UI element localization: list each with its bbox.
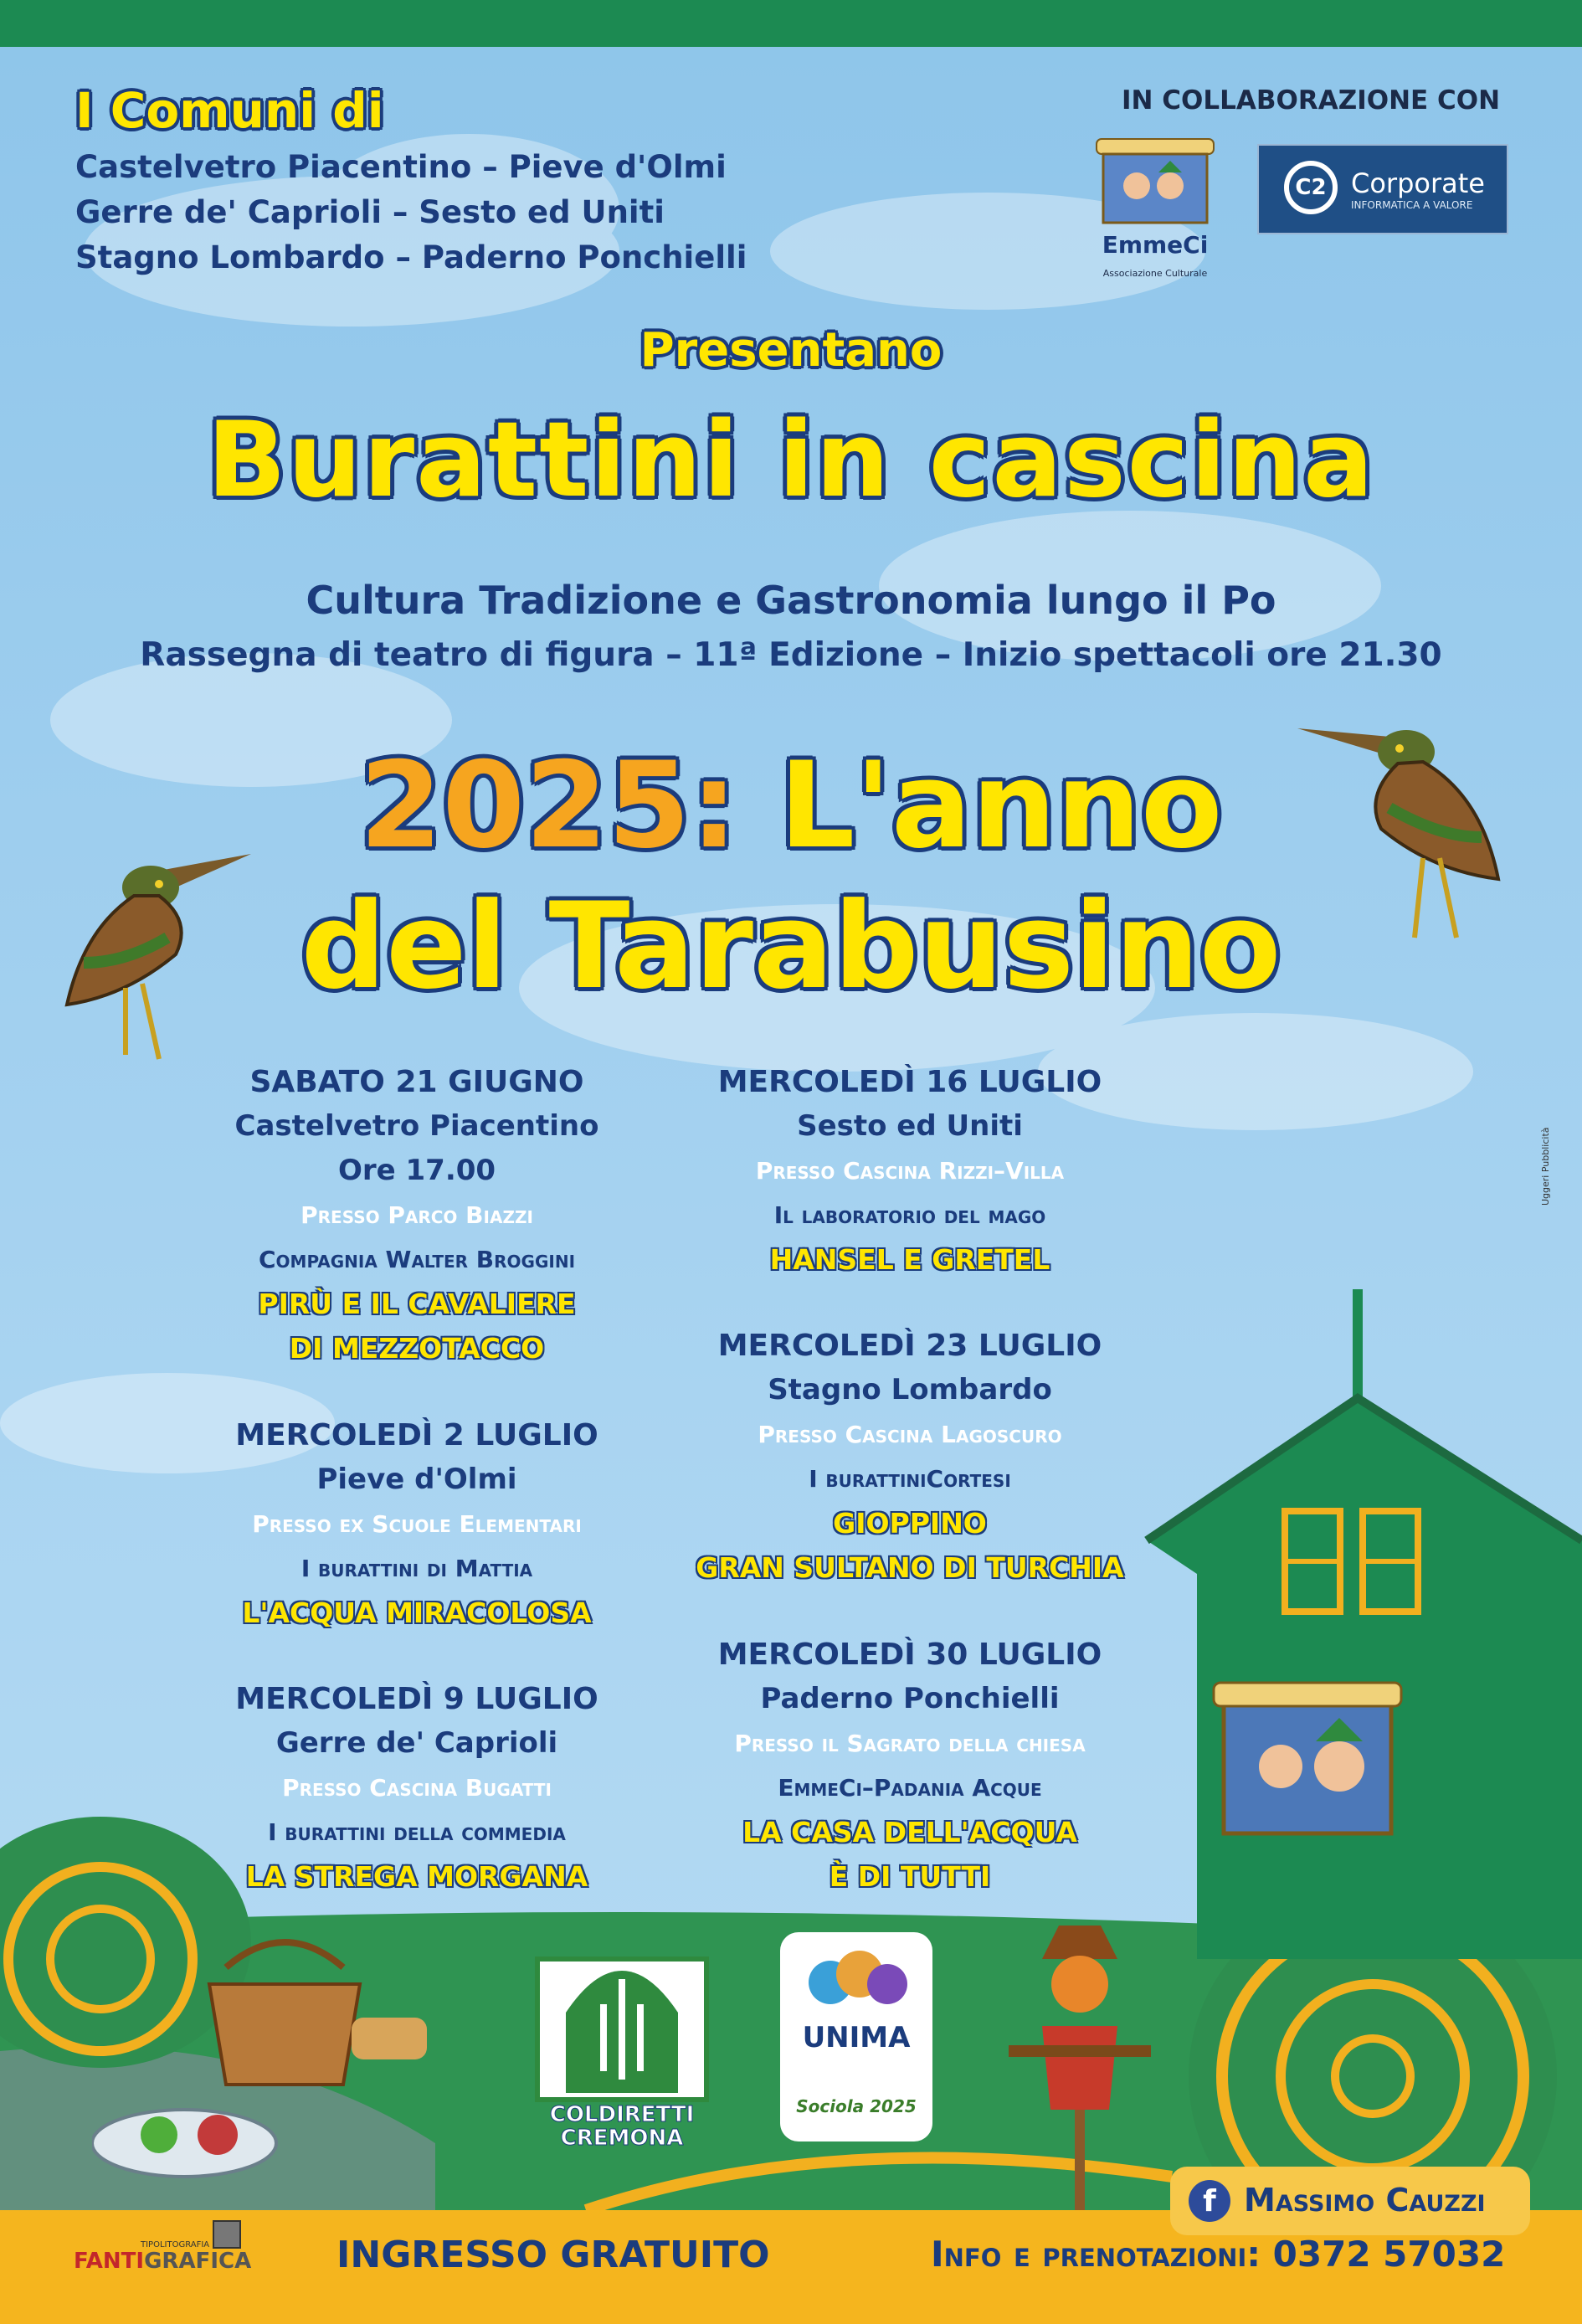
event-venue: Presso il Sagrato della chiesa — [734, 1730, 1086, 1757]
corporate-name: Corporate — [1351, 167, 1485, 199]
agency-credit: Uggeri Pubblicità — [1540, 1127, 1551, 1206]
unima-sub: Sociola 2025 — [796, 2096, 917, 2116]
event-date: MERCOLEDÌ 30 LUGLIO — [717, 1638, 1102, 1672]
event-6 — [634, 1632, 1186, 1899]
printer-name-a: FANTI — [74, 2249, 145, 2274]
food-basket-illustration — [92, 1934, 444, 2185]
printer-label: TIPOLITOGRAFIA — [141, 2240, 210, 2249]
event-show: GRAN SULTANO DI TURCHIA — [696, 1551, 1124, 1584]
facebook-badge[interactable] — [1170, 2167, 1530, 2235]
presentano: Presentano — [639, 323, 943, 378]
event-3 — [141, 1677, 693, 1899]
event-company: I burattiniCortesi — [809, 1465, 1011, 1493]
heron-bird-left — [33, 837, 276, 1080]
free-entry: INGRESSO GRATUITO — [336, 2234, 770, 2276]
facebook-icon: f — [1189, 2180, 1230, 2222]
event-2 — [141, 1413, 693, 1635]
event-date: MERCOLEDÌ 16 LUGLIO — [717, 1065, 1102, 1099]
theme-year: 2025: — [359, 737, 738, 875]
event-show: LA CASA DELL'ACQUA — [742, 1816, 1077, 1848]
event-venue: Presso Cascina Bugatti — [282, 1774, 552, 1802]
event-show: HANSEL E GRETEL — [769, 1243, 1050, 1276]
heron-bird-right — [1281, 703, 1523, 954]
event-1 — [141, 1060, 693, 1370]
emmeci-name: EmmeCi — [1102, 231, 1209, 259]
event-venue: Presso ex Scuole Elementari — [252, 1510, 582, 1538]
facebook-name: Massimo Cauzzi — [1244, 2182, 1486, 2219]
edition-line: Rassegna di teatro di figura – 11ª Edizione – Inizio spettacoli ore 21.30 — [140, 636, 1442, 674]
event-show: È DI TUTTI — [829, 1860, 991, 1893]
event-show: PIRÙ E IL CAVALIERE — [258, 1288, 576, 1320]
coldiretti-line1: COLDIRETTI — [549, 2102, 695, 2127]
emmeci-sub: Associazione Culturale — [1102, 268, 1208, 279]
event-company: I burattini della commedia — [268, 1818, 566, 1846]
event-5 — [634, 1324, 1186, 1590]
event-show: DI MEZZOTACCO — [289, 1332, 545, 1365]
event-place: Castelvetro Piacentino — [234, 1109, 599, 1143]
coldiretti-logo — [532, 1929, 711, 2147]
event-venue: Presso Cascina Rizzi–Villa — [755, 1157, 1065, 1185]
event-place: Sesto ed Uniti — [797, 1109, 1023, 1143]
event-show: LA STREGA MORGANA — [245, 1860, 588, 1893]
unima-text: UNIMA — [802, 2021, 911, 2054]
scarecrow-illustration — [1009, 1926, 1151, 2210]
c2-mark: C2 — [1284, 161, 1338, 214]
event-time: Ore 17.00 — [337, 1154, 496, 1187]
comuni-line: Stagno Lombardo – Paderno Ponchielli — [75, 239, 747, 275]
info-phone: Info e prenotazioni: 0372 57032 — [931, 2234, 1506, 2275]
event-venue: Presso Parco Biazzi — [300, 1201, 533, 1229]
event-show: GIOPPINO — [833, 1507, 987, 1540]
event-show: L'ACQUA MIRACOLOSA — [242, 1596, 592, 1629]
comuni-title: I Comuni di — [75, 82, 384, 139]
event-place: Paderno Ponchielli — [760, 1682, 1060, 1715]
event-company: Il laboratorio del mago — [773, 1201, 1046, 1229]
collab-label: IN COLLABORAZIONE CON — [1122, 85, 1501, 116]
emmeci-logo — [1085, 134, 1225, 301]
corporate-sub: INFORMATICA A VALORE — [1351, 199, 1473, 211]
unima-puppets-icon — [780, 1932, 932, 2024]
event-date: MERCOLEDÌ 2 LUGLIO — [235, 1418, 598, 1452]
printer-name-b: GRAFICA — [144, 2249, 252, 2274]
event-date: MERCOLEDÌ 23 LUGLIO — [717, 1329, 1102, 1363]
coldiretti-line2: CREMONA — [560, 2126, 684, 2147]
event-date: SABATO 21 GIUGNO — [249, 1065, 584, 1099]
subtitle: Cultura Tradizione e Gastronomia lungo il Po — [306, 578, 1276, 623]
event-company: EmmeCi–Padania Acque — [778, 1774, 1042, 1802]
event-place: Stagno Lombardo — [768, 1373, 1052, 1406]
event-date: MERCOLEDÌ 9 LUGLIO — [235, 1682, 598, 1716]
theme-line-2: del Tarabusino — [300, 877, 1282, 1015]
printer-name — [74, 2249, 251, 2274]
comuni-line: Castelvetro Piacentino – Pieve d'Olmi — [75, 149, 727, 185]
event-4 — [634, 1060, 1186, 1282]
event-venue: Presso Cascina Lagoscuro — [758, 1421, 1062, 1448]
unima-logo — [780, 1932, 932, 2141]
event-company: I burattini di Mattia — [300, 1555, 533, 1582]
theme-anno: L'anno — [737, 737, 1223, 875]
printer-logo-icon — [213, 2220, 241, 2249]
c2-corporate-logo — [1257, 144, 1508, 234]
event-place: Gerre de' Caprioli — [275, 1726, 558, 1760]
event-place: Pieve d'Olmi — [316, 1463, 517, 1496]
main-title: Burattini in cascina — [207, 400, 1375, 521]
farmhouse-illustration — [1130, 1289, 1582, 1959]
event-company: Compagnia Walter Broggini — [258, 1246, 576, 1273]
comuni-line: Gerre de' Caprioli – Sesto ed Uniti — [75, 194, 665, 230]
